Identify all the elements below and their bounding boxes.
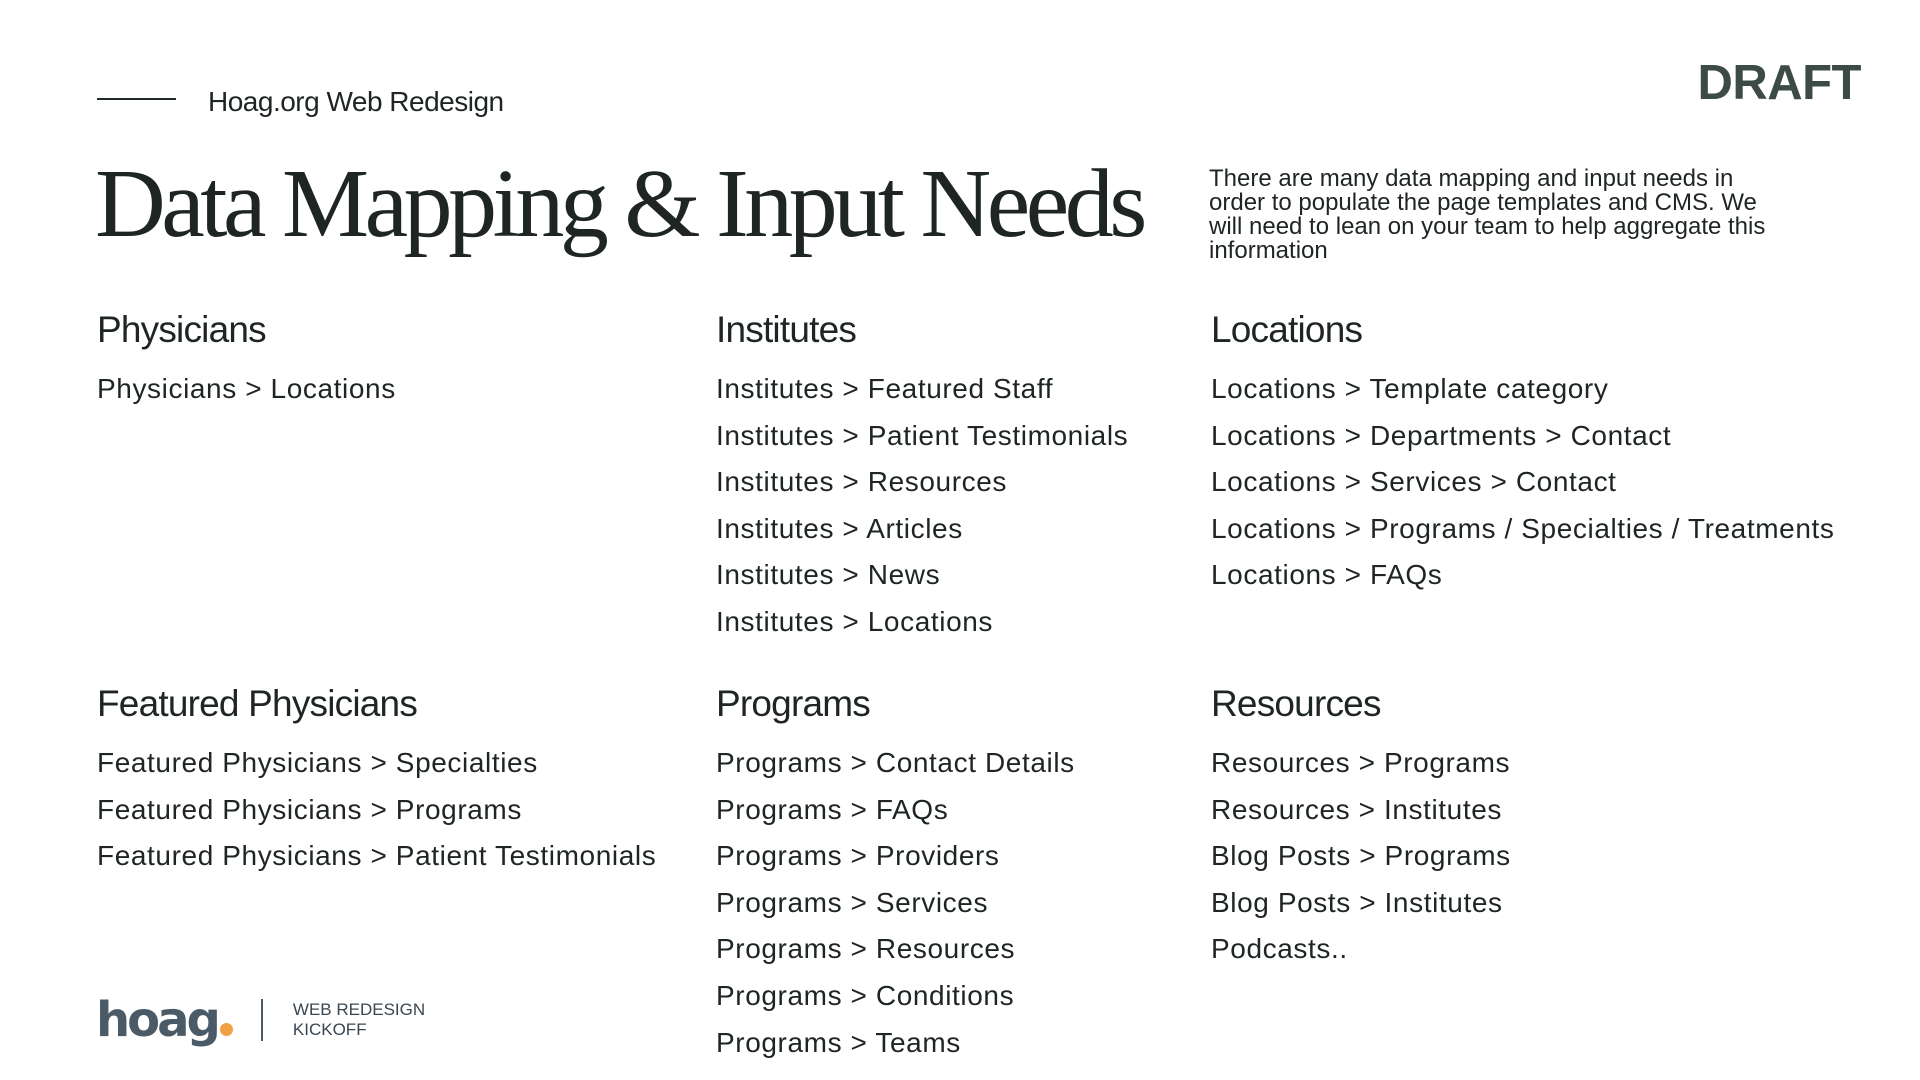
section-featured-physicians <box>97 684 656 880</box>
section-heading: Programs <box>716 683 870 724</box>
section-locations <box>1211 310 1834 599</box>
list-item: Blog Posts > Institutes <box>1211 886 1503 918</box>
mapping-list <box>97 740 656 880</box>
section-programs <box>716 684 1075 1066</box>
section-resources <box>1211 684 1511 973</box>
list-item: Locations > Departments > Contact <box>1211 419 1672 451</box>
list-item: Institutes > Featured Staff <box>716 373 1054 404</box>
footer-divider <box>261 999 263 1041</box>
list-item: Institutes > Patient Testimonials <box>716 419 1129 451</box>
list-item: Locations > FAQs <box>1211 559 1443 591</box>
hoag-logo <box>96 992 233 1048</box>
list-item: Locations > Services > Contact <box>1211 466 1617 498</box>
section-heading: Featured Physicians <box>97 683 418 724</box>
list-item: Programs > Conditions <box>716 979 1015 1011</box>
list-item: Institutes > Articles <box>716 512 963 544</box>
project-name: Hoag.org Web Redesign <box>208 86 504 117</box>
section-heading: Institutes <box>716 309 857 350</box>
list-item: Locations > Template category <box>1211 373 1609 404</box>
draft-label: DRAFT <box>1697 56 1861 110</box>
section-heading: Physicians <box>97 309 266 350</box>
list-item: Programs > Providers <box>716 840 1000 872</box>
list-item: Physicians > Locations <box>97 373 396 404</box>
mapping-list <box>716 740 1075 1066</box>
mapping-list <box>1211 740 1511 973</box>
footer-line-2: KICKOFF <box>292 1020 367 1039</box>
list-item: Institutes > Locations <box>716 605 994 637</box>
section-heading: Resources <box>1211 683 1381 724</box>
list-item: Programs > FAQs <box>716 793 949 825</box>
intro-paragraph: There are many data mapping and input needs in order to populate the page templates and CMS. We will need to lean on your team to help aggregate this information <box>1209 165 1766 264</box>
list-item: Locations > Programs / Specialties / Treatments <box>1211 512 1835 544</box>
header-rule <box>97 98 176 100</box>
mapping-list <box>716 366 1128 646</box>
list-item: Resources > Institutes <box>1211 793 1502 825</box>
page-title: Data Mapping & Input Needs <box>95 150 1143 258</box>
section-physicians <box>97 310 396 413</box>
list-item: Blog Posts > Programs <box>1211 840 1511 872</box>
footer <box>96 992 425 1048</box>
mapping-list <box>1211 366 1834 599</box>
list-item: Resources > Programs <box>1211 747 1511 778</box>
list-item: Featured Physicians > Specialties <box>97 747 538 778</box>
list-item: Programs > Services <box>716 886 989 918</box>
list-item: Podcasts.. <box>1211 933 1348 965</box>
list-item: Featured Physicians > Programs <box>97 793 522 825</box>
list-item: Featured Physicians > Patient Testimonials <box>97 840 657 872</box>
section-institutes <box>716 310 1128 646</box>
list-item: Programs > Resources <box>716 933 1016 965</box>
list-item: Programs > Teams <box>716 1026 961 1058</box>
list-item: Institutes > News <box>716 559 941 591</box>
section-heading: Locations <box>1211 309 1363 350</box>
footer-line-1: WEB REDESIGN <box>292 1000 426 1019</box>
logo-dot-icon <box>220 1023 233 1036</box>
logo-wordmark: hoag <box>96 992 218 1048</box>
mapping-list <box>97 366 396 413</box>
footer-caption <box>293 1000 425 1040</box>
list-item: Programs > Contact Details <box>716 747 1075 778</box>
list-item: Institutes > Resources <box>716 466 1007 498</box>
